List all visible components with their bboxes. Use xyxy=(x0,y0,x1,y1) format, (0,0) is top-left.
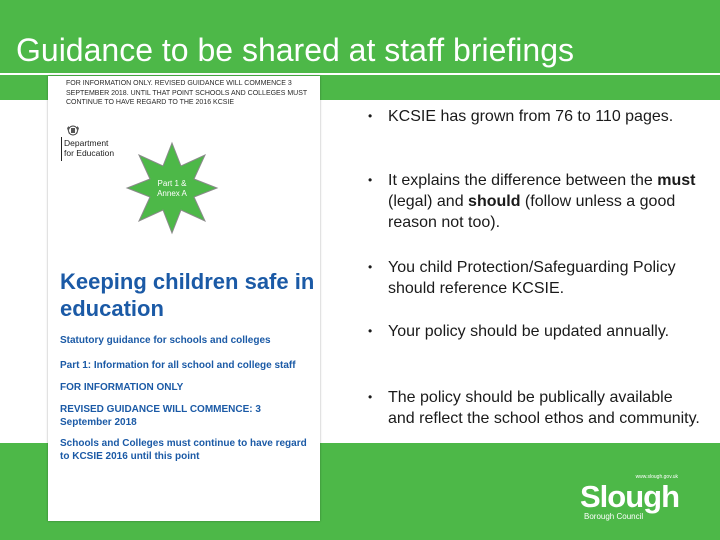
logo-name: Slough xyxy=(580,479,680,514)
bullet-text-part: (legal) and xyxy=(388,193,469,210)
bullet-emphasis-must: must xyxy=(657,172,696,189)
royal-crest-icon xyxy=(66,124,80,137)
document-notice: FOR INFORMATION ONLY. REVISED GUIDANCE WILL COMMENCE 3 SEPTEMBER 2018. UNTIL THAT POINT SCHOOLS AND COLLEGES MUST CONTINUE TO HAVE REGARD TO THE 2016 KCSIE xyxy=(66,80,308,106)
logo-subtitle: Borough Council xyxy=(584,512,644,521)
slough-logo xyxy=(578,474,686,526)
bullet-text: KCSIE has grown from 76 to 110 pages. xyxy=(388,108,674,125)
document-subtitle: Statutory guidance for schools and colleges xyxy=(60,335,271,346)
document-part: Part 1: Information for all school and college staff xyxy=(60,360,296,371)
badge-line1: Part 1 & xyxy=(157,179,187,188)
bullet-marker: • xyxy=(368,324,373,338)
bullet-marker: • xyxy=(368,390,373,404)
logo-url: www.slough.gov.uk xyxy=(635,474,678,480)
bullet-marker: • xyxy=(368,109,373,123)
star-badge-label xyxy=(144,179,200,199)
bullet-text: Your policy should be updated annually. xyxy=(388,323,670,340)
bullet-text: The policy should be publically available and reflect the school ethos and community. xyxy=(388,389,700,427)
bullet-marker: • xyxy=(368,173,373,187)
department-label-line2: for Education xyxy=(64,148,115,158)
bullet-emphasis-should: should xyxy=(468,193,521,210)
bullet-text-part: It explains the difference between the xyxy=(388,172,658,189)
department-label-line1: Department xyxy=(64,138,109,148)
document-continue-note: Schools and Colleges must continue to have regard to KCSIE 2016 until this point xyxy=(60,438,307,462)
document-revised-date: REVISED GUIDANCE WILL COMMENCE: 3 September 2018 xyxy=(60,404,261,428)
bullet-text-part: (follow unless a good reason not too). xyxy=(388,193,676,231)
title-divider xyxy=(0,73,720,75)
document-cover xyxy=(48,76,320,521)
document-info-only: FOR INFORMATION ONLY xyxy=(60,382,184,393)
bullet-text xyxy=(388,170,700,233)
department-logo xyxy=(64,138,124,158)
document-title: Keeping children safe in education xyxy=(60,269,315,321)
badge-line2: Annex A xyxy=(157,189,187,198)
bullet-text: You child Protection/Safeguarding Policy should reference KCSIE. xyxy=(388,259,676,297)
bullet-marker: • xyxy=(368,260,373,274)
department-divider xyxy=(61,137,62,161)
slide-title: Guidance to be shared at staff briefings xyxy=(16,32,574,68)
